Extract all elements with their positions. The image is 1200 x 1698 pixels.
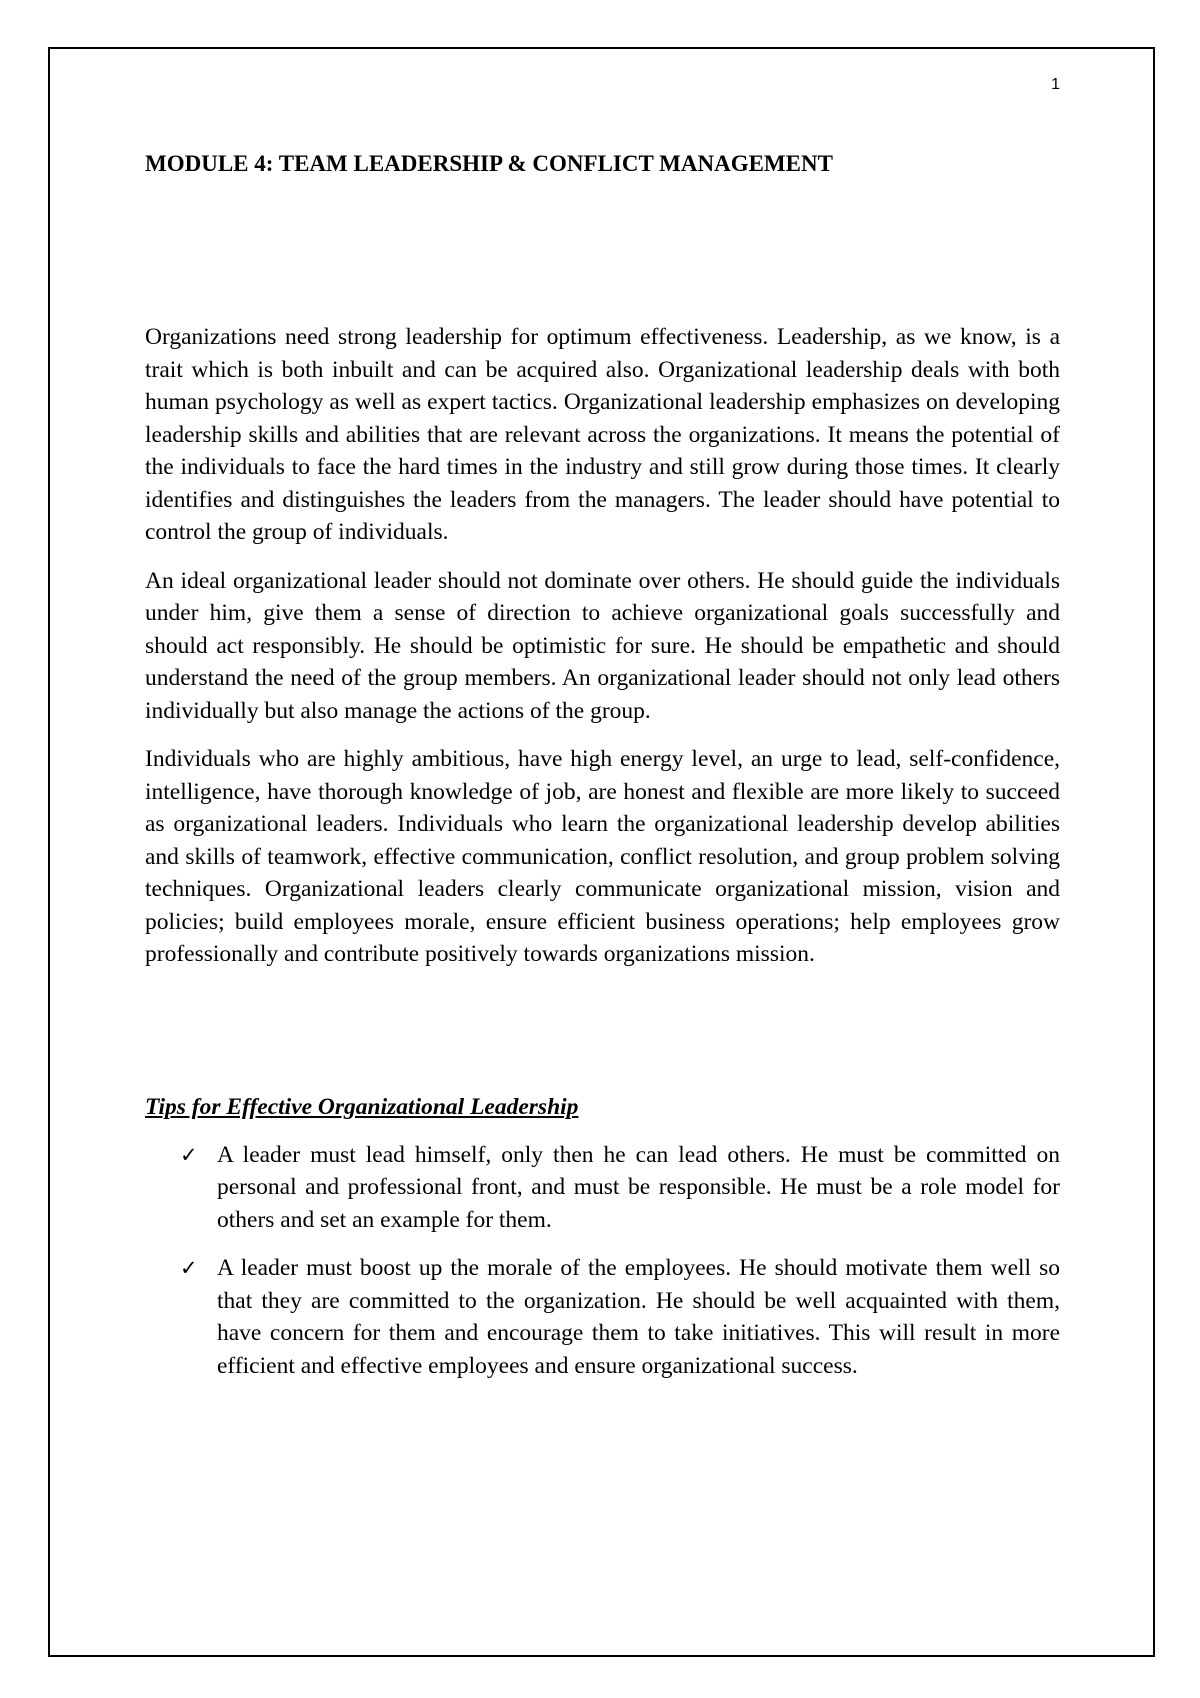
paragraph: An ideal organizational leader should not dominate over others. He should guide the individuals under him, give them a sense of direction to achieve organizational goals successfully and should act responsibly. He should be optimistic for sure. He should be empathetic and should understand the need of the group members. An organizational leader should not only lead others individually but also manage the actions of the group.: [145, 567, 1060, 724]
page-number: 1: [1051, 76, 1060, 93]
list-item: [145, 1139, 1060, 1237]
tips-heading: Tips for Effective Organizational Leadership: [145, 1093, 579, 1120]
paragraph: Individuals who are highly ambitious, have high energy level, an urge to lead, self-confidence, intelligence, have thorough knowledge of job, are honest and flexible are more likely to succeed as organizational leaders. Individuals who learn the organizational leadership develop abilities and skills of teamwork, effective communication, conflict resolution, and group problem solving techniques. Organizational leaders clearly communicate organizational mission, vision and policies; build employees morale, ensure efficient business operations; help employees grow professionally and contribute positively towards organizations mission.: [145, 746, 1060, 967]
body-text: [145, 321, 1060, 971]
check-icon: ✓: [180, 1256, 198, 1280]
module-title: MODULE 4: TEAM LEADERSHIP & CONFLICT MANAGEMENT: [145, 151, 833, 176]
paragraph: Organizations need strong leadership for optimum effectiveness. Leadership, as we know, is a trait which is both inbuilt and can be acquired also. Organizational leadership deals with both human psychology as well as expert tactics. Organizational leadership emphasizes on developing leadership skills and abilities that are relevant across the organizations. It means the potential of the individuals to face the hard times in the industry and still grow during those times. It clearly identifies and distinguishes the leaders from the managers. The leader should have potential to control the group of individuals.: [145, 324, 1060, 545]
tip-text: A leader must lead himself, only then he can lead others. He must be committed on personal and professional front, and must be responsible. He must be a role model for others and set an example for them.: [217, 1141, 1060, 1233]
tips-list: [145, 1139, 1060, 1383]
tip-text: A leader must boost up the morale of the employees. He should motivate them well so that they are committed to the organization. He should be well acquainted with them, have concern for them and encourage them to take initiatives. This will result in more efficient and effective employees and ensure organizational success.: [217, 1255, 1060, 1379]
check-icon: ✓: [180, 1142, 198, 1167]
list-item: [145, 1252, 1060, 1382]
document-content: [145, 147, 1060, 1398]
